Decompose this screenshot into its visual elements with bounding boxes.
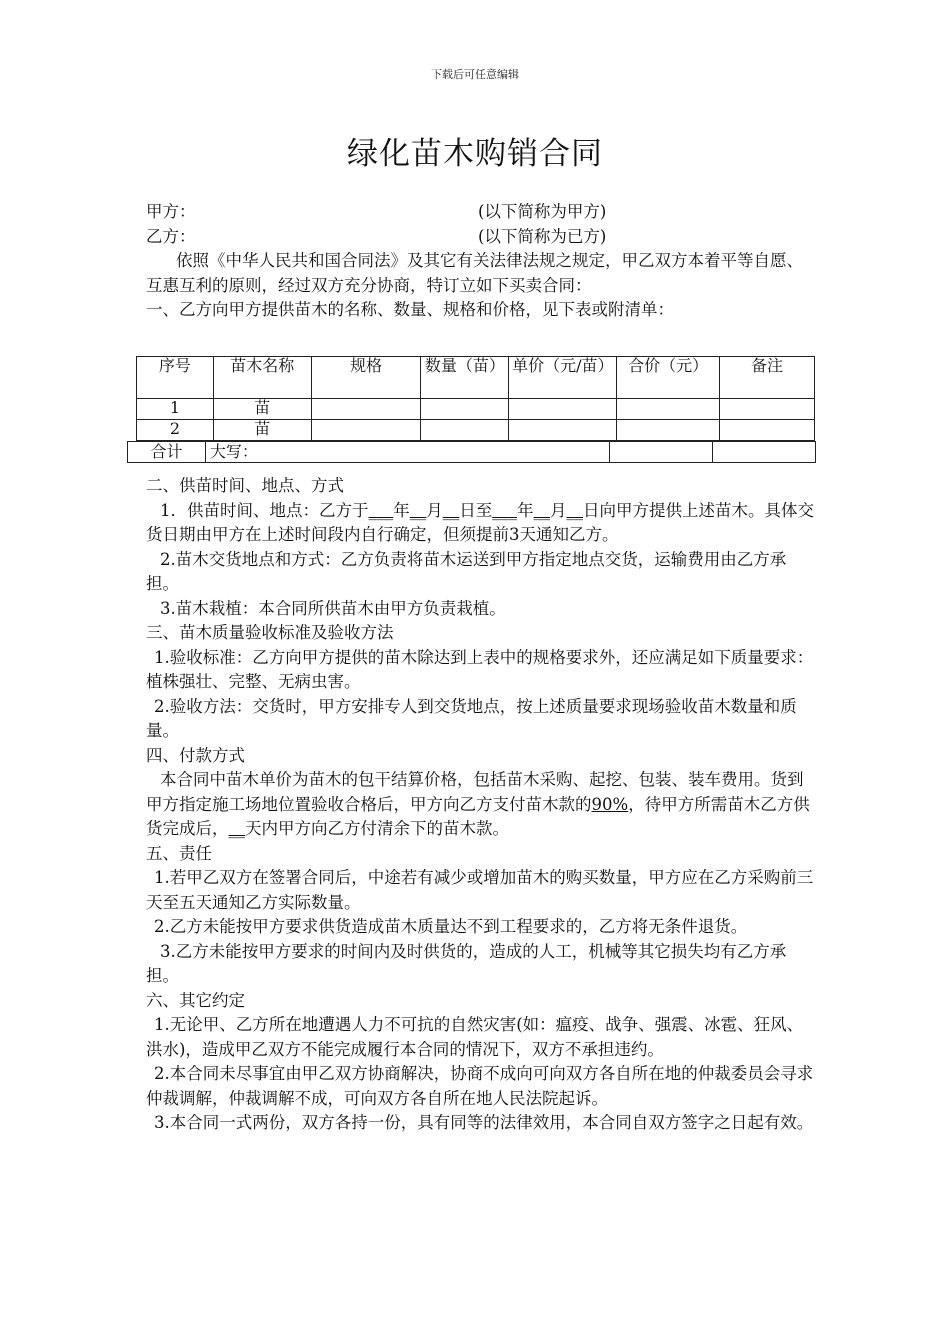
table-row	[137, 399, 815, 420]
section2-item3: 3.苗木栽植：本合同所供苗木由甲方负责栽植。	[160, 598, 506, 618]
header-spec: 规格	[311, 357, 421, 399]
year-2: 年	[517, 500, 534, 520]
section2-title: 二、供苗时间、地点、方式	[146, 476, 344, 495]
total-caps: 大写：	[205, 442, 609, 463]
blank-year-end: ___	[492, 500, 517, 520]
section3-title: 三、苗木质量验收标准及验收方法	[146, 623, 394, 642]
cell-qty	[421, 420, 509, 441]
section6-title: 六、其它约定	[146, 990, 245, 1010]
total-label: 合计	[128, 442, 206, 463]
cell-total-price	[617, 420, 720, 441]
section4-text-a: 本合同中苗木单价为苗木的包干结算价格，包括苗木采购、起挖、包装、装车费用。货到甲方指定施工场地位置验收合格后，甲方向乙方支付苗木款的	[146, 770, 804, 814]
cell-remark	[720, 399, 815, 420]
cell-spec	[311, 399, 421, 420]
section5-item1: 1.若甲乙双方在签署合同后，中途若有减少或增加苗木的购买数量，甲方应在乙方采购前三天至五天通知乙方实际数量。	[146, 868, 814, 912]
header-qty: 数量（苗）	[421, 357, 509, 399]
section1-heading: 一、乙方向甲方提供苗木的名称、数量、规格和价格，见下表或附清单：	[146, 300, 674, 319]
contract-body	[146, 474, 814, 1136]
total-amount	[610, 442, 713, 463]
year-1: 年	[393, 500, 410, 520]
section5-item3: 3.乙方未能按甲方要求的时间内及时供货的，造成的人工，机械等其它损失均有乙方承担。	[146, 941, 787, 985]
section2-item1	[146, 499, 814, 548]
party-a-label: 甲方：	[146, 202, 196, 221]
cell-no: 2	[137, 420, 214, 441]
cell-remark	[720, 420, 815, 441]
total-remark	[713, 442, 816, 463]
section3-item2: 2.验收方法：交货时，甲方安排专人到交货地点，按上述质量要求现场验收苗木数量和质量。	[146, 696, 797, 740]
section2-item1-a: 1．供苗时间、地点：乙方于	[160, 500, 369, 520]
cell-no: 1	[137, 399, 214, 420]
header-no: 序号	[137, 357, 214, 399]
day-to: 日至	[459, 500, 493, 520]
items-table-wrapper	[127, 356, 817, 463]
header-name: 苗木名称	[213, 357, 311, 399]
section6-item1: 1.无论甲、乙方所在地遭遇人力不可抗的自然灾害(如：瘟疫、战争、强震、冰雹、狂风、洪水)，造成甲乙双方不能完成履行本合同的情况下，双方不承担违约。	[146, 1015, 804, 1059]
section2-item2: 2.苗木交货地点和方式：乙方负责将苗木运送到甲方指定地点交货，运输费用由乙方承担。	[146, 549, 787, 593]
party-a-line	[146, 200, 814, 225]
table-header-row	[137, 357, 815, 399]
cell-unit-price	[509, 399, 617, 420]
total-table	[127, 441, 816, 463]
party-b-note: (以下简称为已方)	[478, 226, 607, 246]
section4-title: 四、付款方式	[146, 745, 245, 765]
party-b-label: 乙方：	[146, 226, 196, 246]
section6-item3: 3.本合同一式两份，双方各持一份，具有同等的法律效用，本合同自双方签字之日起有效。	[154, 1113, 814, 1132]
party-b-line	[146, 225, 814, 250]
preamble	[146, 200, 814, 323]
blank-days: __	[228, 819, 245, 838]
section4-text	[146, 768, 814, 842]
blank-month-start: __	[409, 500, 427, 520]
total-row	[128, 442, 816, 463]
cell-unit-price	[509, 420, 617, 441]
table-row	[137, 420, 815, 441]
section6-item2: 2.本合同未尽事宜由甲乙双方协商解决，协商不成向可向双方各自所在地的仲裁委员会寻求仲裁调解，仲裁调解不成，可向双方各自所在地人民法院起诉。	[146, 1064, 814, 1108]
cell-name: 苗	[213, 420, 311, 441]
section5-title: 五、责任	[146, 843, 212, 863]
section4-text-b: ，待甲方所需苗木乙方供货完成后，	[146, 794, 810, 838]
payment-percent: 90%	[591, 794, 629, 814]
month-2: 月	[550, 500, 567, 520]
section2-item1-b: 日向甲方提供上述苗木。具体交货日期由甲方在上述时间段内自行确定，但须提前3天通知乙方。	[146, 500, 814, 544]
intro-paragraph: 依照《中华人民共和国合同法》及其它有关法律法规之规定，甲乙双方本着平等自愿、互惠互利的原则，经过双方充分协商，特订立如下买卖合同：	[146, 251, 803, 295]
header-note: 下载后可任意编辑	[431, 68, 519, 81]
section5-item2: 2.乙方未能按甲方要求供货造成苗木质量达不到工程要求的，乙方将无条件退货。	[154, 917, 748, 936]
cell-spec	[311, 420, 421, 441]
blank-day-end: __	[566, 500, 583, 520]
items-table	[136, 356, 815, 441]
month-1: 月	[426, 500, 443, 520]
party-a-note: (以下简称为甲方)	[478, 202, 607, 221]
document-title: 绿化苗木购销合同	[347, 136, 603, 172]
header-total-price: 合价（元）	[617, 357, 720, 399]
blank-day-start: __	[442, 500, 460, 520]
section4-text-c: 天内甲方向乙方付清余下的苗木款。	[245, 819, 509, 838]
section3-item1: 1.验收标准：乙方向甲方提供的苗木除达到上表中的规格要求外，还应满足如下质量要求：植株强壮、完整、无病虫害。	[146, 647, 814, 691]
blank-year-start: ___	[368, 500, 394, 520]
cell-total-price	[617, 399, 720, 420]
cell-name: 苗	[213, 399, 311, 420]
blank-month-end: __	[533, 500, 550, 520]
cell-qty	[421, 399, 509, 420]
header-unit-price: 单价（元/苗）	[509, 357, 617, 399]
header-remark: 备注	[720, 357, 815, 399]
